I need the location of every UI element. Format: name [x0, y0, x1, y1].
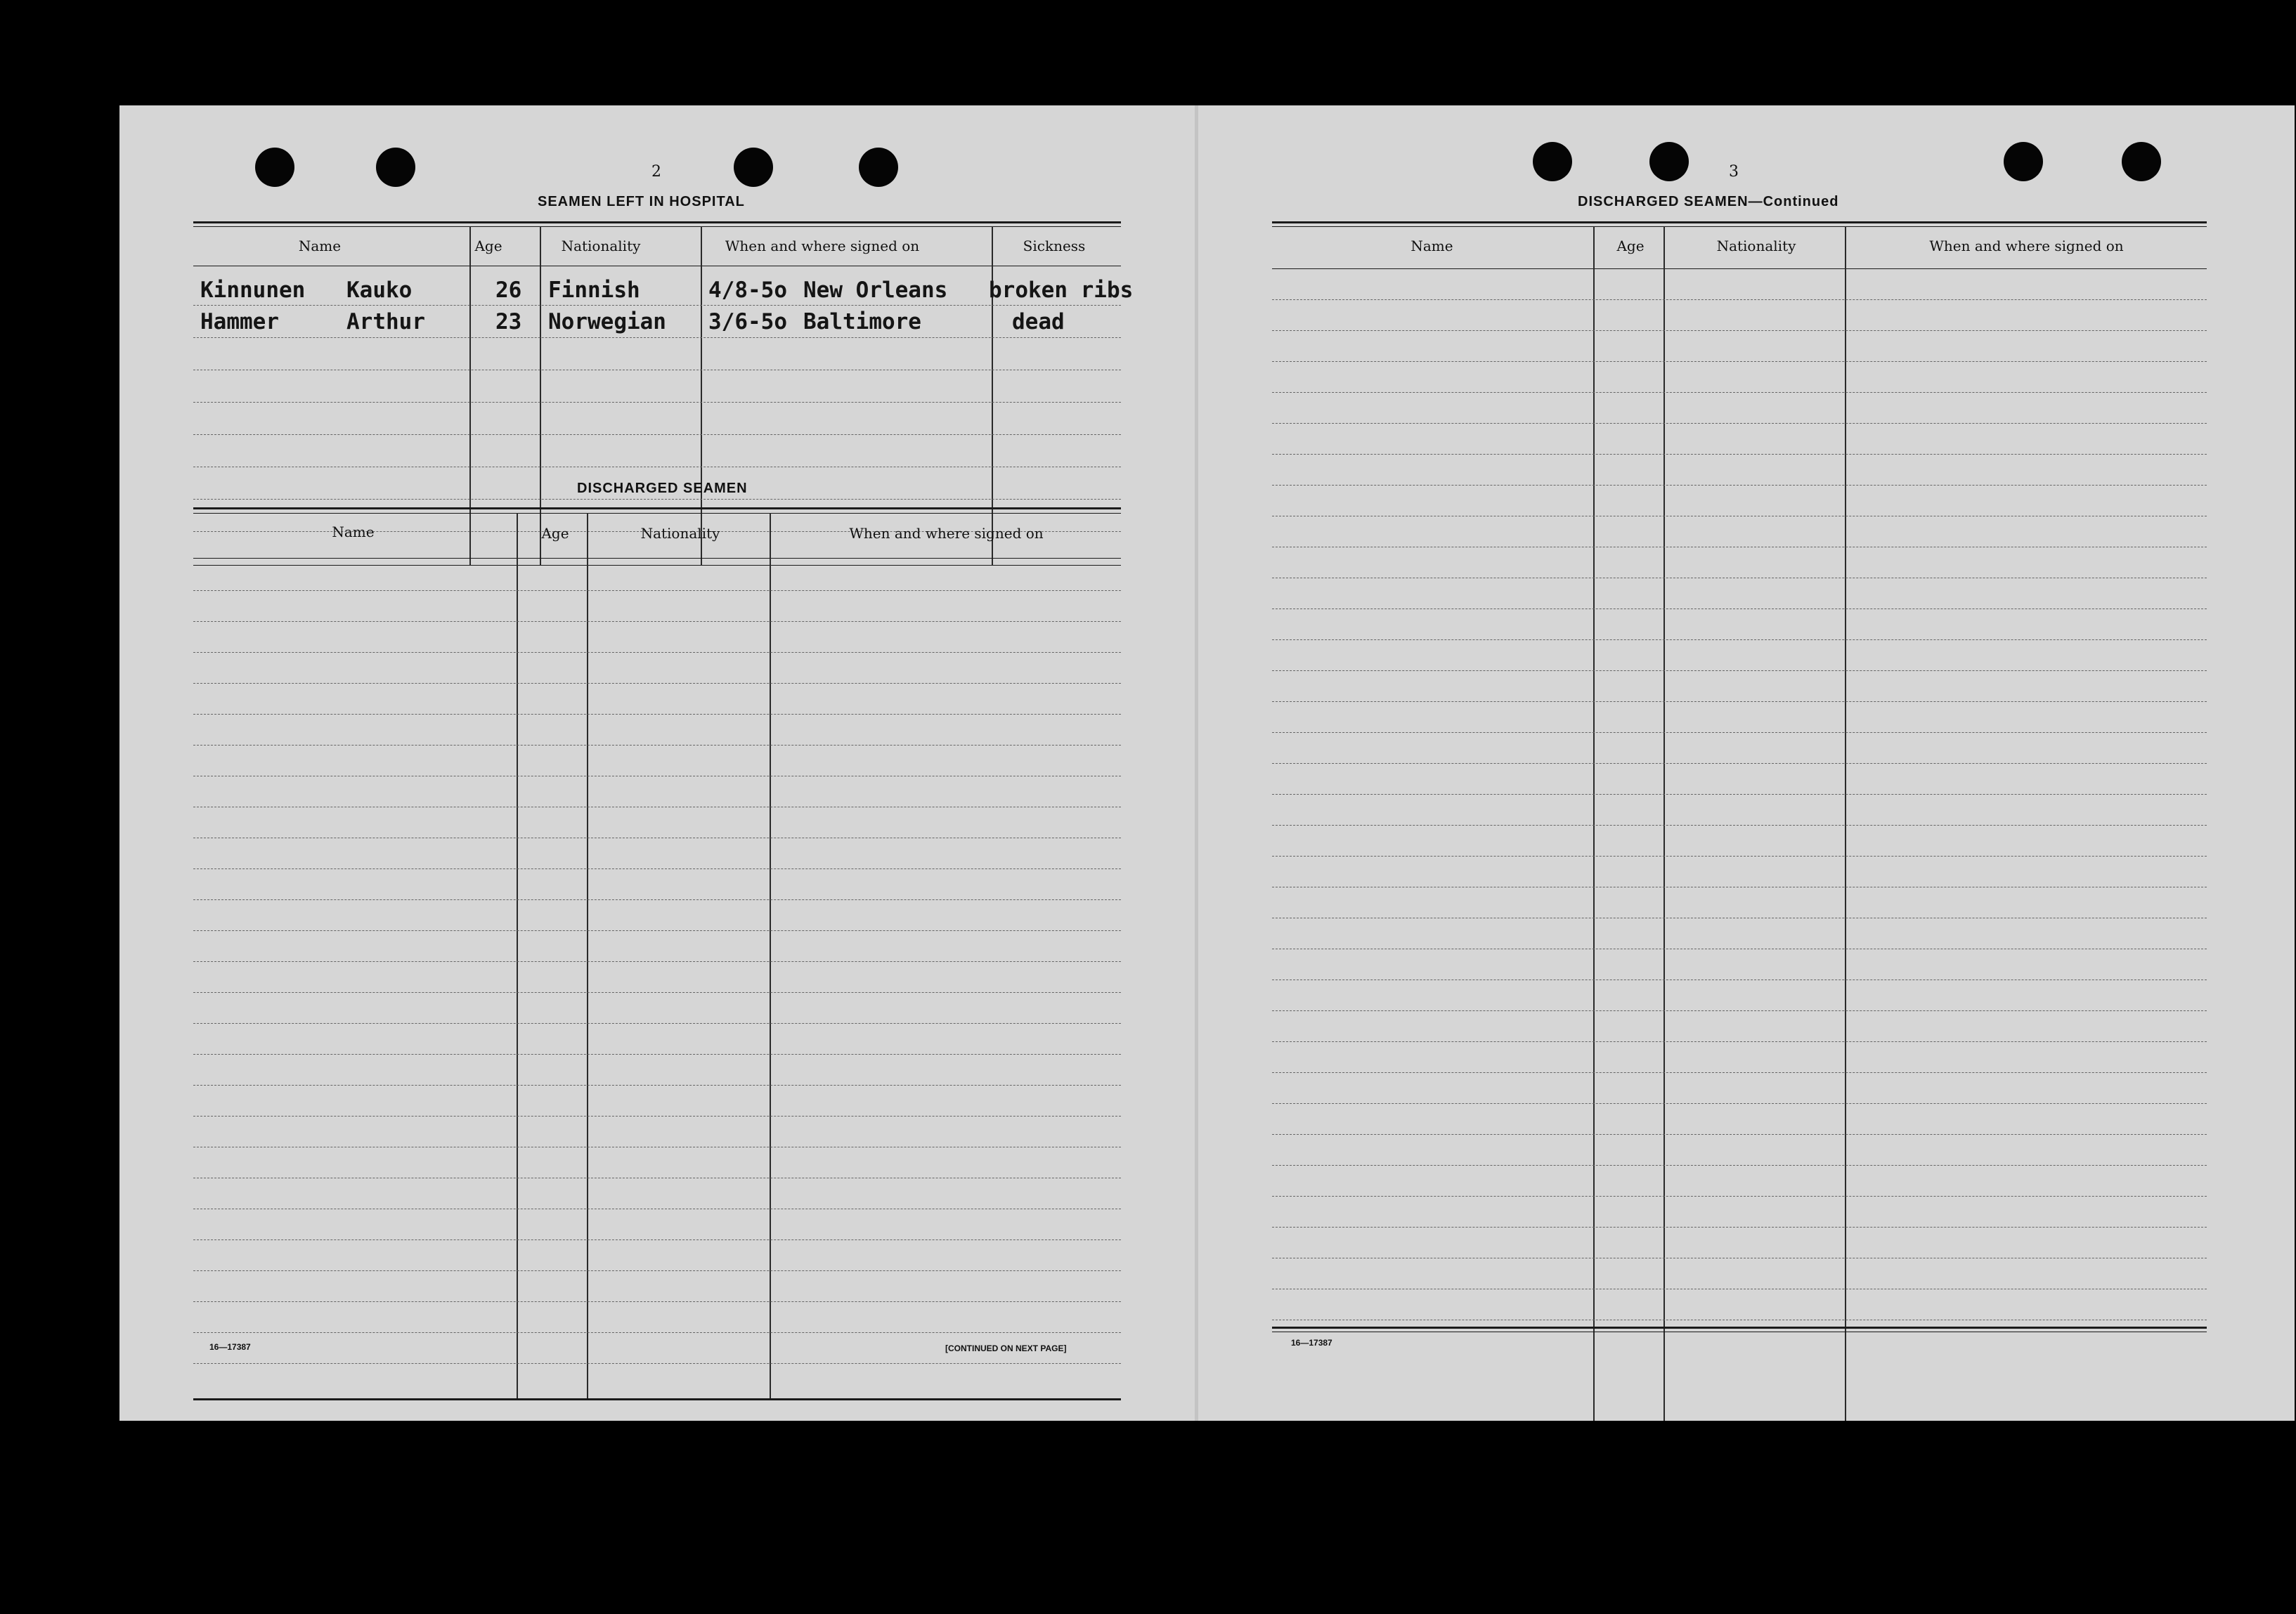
- row-line: [193, 899, 1121, 900]
- row-line: [193, 499, 1121, 500]
- entry-sickness: dead: [1012, 309, 1065, 334]
- header-bottom-rule: [1272, 268, 2207, 269]
- row-line: [193, 1239, 1121, 1240]
- column-header-nationality: Nationality: [640, 525, 720, 542]
- row-line: [1272, 1041, 2207, 1042]
- column-header-name: Name: [298, 237, 342, 254]
- form-number: 16—17387: [209, 1342, 251, 1352]
- header-bottom-rule: [193, 558, 1121, 559]
- row-line: [1272, 1165, 2207, 1166]
- row-line: [1272, 763, 2207, 764]
- column-header-name: Name: [1410, 237, 1453, 254]
- punch-hole: [734, 148, 773, 187]
- form-number: 16—17387: [1291, 1338, 1332, 1348]
- row-line: [193, 402, 1121, 403]
- row-line: [193, 1332, 1121, 1333]
- column-header-nationality: Nationality: [1716, 237, 1796, 254]
- row-line: [1272, 299, 2207, 300]
- row-line: [193, 714, 1121, 715]
- column-divider: [701, 226, 702, 565]
- row-line: [1272, 1010, 2207, 1011]
- table-top-rule: [1272, 221, 2207, 223]
- row-line: [193, 683, 1121, 684]
- row-line: [193, 1023, 1121, 1024]
- entry-date: 3/6-5o: [708, 309, 787, 334]
- row-line: [193, 992, 1121, 993]
- entry-place: Baltimore: [803, 309, 921, 334]
- page-number: 3: [1729, 163, 1739, 181]
- column-divider: [540, 226, 541, 565]
- row-line: [193, 621, 1121, 622]
- row-line: [193, 1054, 1121, 1055]
- column-header-age: Age: [541, 525, 569, 542]
- column-divider: [770, 513, 771, 1398]
- column-header-age: Age: [1616, 237, 1645, 254]
- column-divider: [517, 513, 518, 1398]
- punch-hole: [1649, 142, 1689, 181]
- row-line: [193, 434, 1121, 435]
- column-header-signed-on: When and where signed on: [725, 237, 920, 254]
- entry-nationality: Finnish: [548, 278, 640, 303]
- column-header-signed-on: When and where signed on: [1929, 237, 2124, 254]
- row-line: [1272, 1227, 2207, 1228]
- table-top-rule: [193, 221, 1121, 223]
- row-line: [1272, 454, 2207, 455]
- column-divider: [469, 226, 471, 565]
- row-line: [1272, 1134, 2207, 1135]
- row-line: [193, 1301, 1121, 1302]
- row-line: [1272, 825, 2207, 826]
- table-bottom-rule: [1272, 1327, 2207, 1329]
- row-line: [193, 337, 1121, 338]
- table-top-rule: [193, 507, 1121, 509]
- entry-given-name: Arthur: [346, 309, 425, 334]
- row-line: [1272, 608, 2207, 609]
- column-divider: [1663, 226, 1665, 1421]
- row-line: [193, 1116, 1121, 1117]
- table-bottom-rule: [193, 565, 1121, 566]
- column-header-sickness: Sickness: [1023, 237, 1086, 254]
- row-line: [1272, 732, 2207, 733]
- hospital-section-title: SEAMEN LEFT IN HOSPITAL: [538, 194, 745, 209]
- column-header-signed-on: When and where signed on: [849, 525, 1044, 542]
- table-top-rule: [193, 226, 1121, 227]
- discharged-continued-title: DISCHARGED SEAMEN—Continued: [1578, 194, 1839, 209]
- row-line: [193, 930, 1121, 931]
- row-line: [1272, 423, 2207, 424]
- entry-nationality: Norwegian: [548, 309, 666, 334]
- row-line: [193, 745, 1121, 746]
- punch-hole: [1533, 142, 1572, 181]
- column-header-name: Name: [332, 523, 375, 540]
- row-line: [1272, 392, 2207, 393]
- row-line: [1272, 361, 2207, 362]
- discharged-section-title: DISCHARGED SEAMEN: [577, 481, 748, 496]
- column-divider: [587, 513, 588, 1398]
- entry-age: 26: [495, 278, 522, 303]
- row-line: [193, 305, 1121, 306]
- row-line: [1272, 1196, 2207, 1197]
- row-line: [193, 961, 1121, 962]
- punch-hole: [859, 148, 898, 187]
- entry-date: 4/8-5o: [708, 278, 787, 303]
- continued-note: [CONTINUED ON NEXT PAGE]: [945, 1343, 1067, 1353]
- row-line: [193, 1363, 1121, 1364]
- row-line: [1272, 794, 2207, 795]
- row-line: [193, 1270, 1121, 1271]
- row-line: [1272, 1103, 2207, 1104]
- column-header-nationality: Nationality: [561, 237, 641, 254]
- entry-given-name: Kauko: [346, 278, 413, 303]
- table-top-rule: [1272, 226, 2207, 227]
- left-page: [119, 105, 1198, 1421]
- column-divider: [1593, 226, 1595, 1421]
- punch-hole: [2122, 142, 2161, 181]
- row-line: [1272, 330, 2207, 331]
- row-line: [193, 1085, 1121, 1086]
- right-page: [1198, 105, 2295, 1421]
- table-bottom-rule: [193, 1398, 1121, 1400]
- column-divider: [1845, 226, 1846, 1421]
- row-line: [193, 868, 1121, 869]
- punch-hole: [376, 148, 415, 187]
- entry-surname: Hammer: [200, 309, 279, 334]
- entry-sickness: broken ribs: [989, 278, 1134, 303]
- table-top-rule: [193, 513, 1121, 514]
- column-header-age: Age: [474, 237, 502, 254]
- row-line: [193, 590, 1121, 591]
- page-number: 2: [651, 163, 661, 181]
- row-line: [1272, 701, 2207, 702]
- row-line: [1272, 485, 2207, 486]
- row-line: [1272, 670, 2207, 671]
- row-line: [1272, 856, 2207, 857]
- entry-place: New Orleans: [803, 278, 948, 303]
- punch-hole: [255, 148, 294, 187]
- row-line: [1272, 639, 2207, 640]
- row-line: [193, 652, 1121, 653]
- punch-hole: [2004, 142, 2043, 181]
- entry-surname: Kinnunen: [200, 278, 306, 303]
- row-line: [1272, 1072, 2207, 1073]
- entry-age: 23: [495, 309, 522, 334]
